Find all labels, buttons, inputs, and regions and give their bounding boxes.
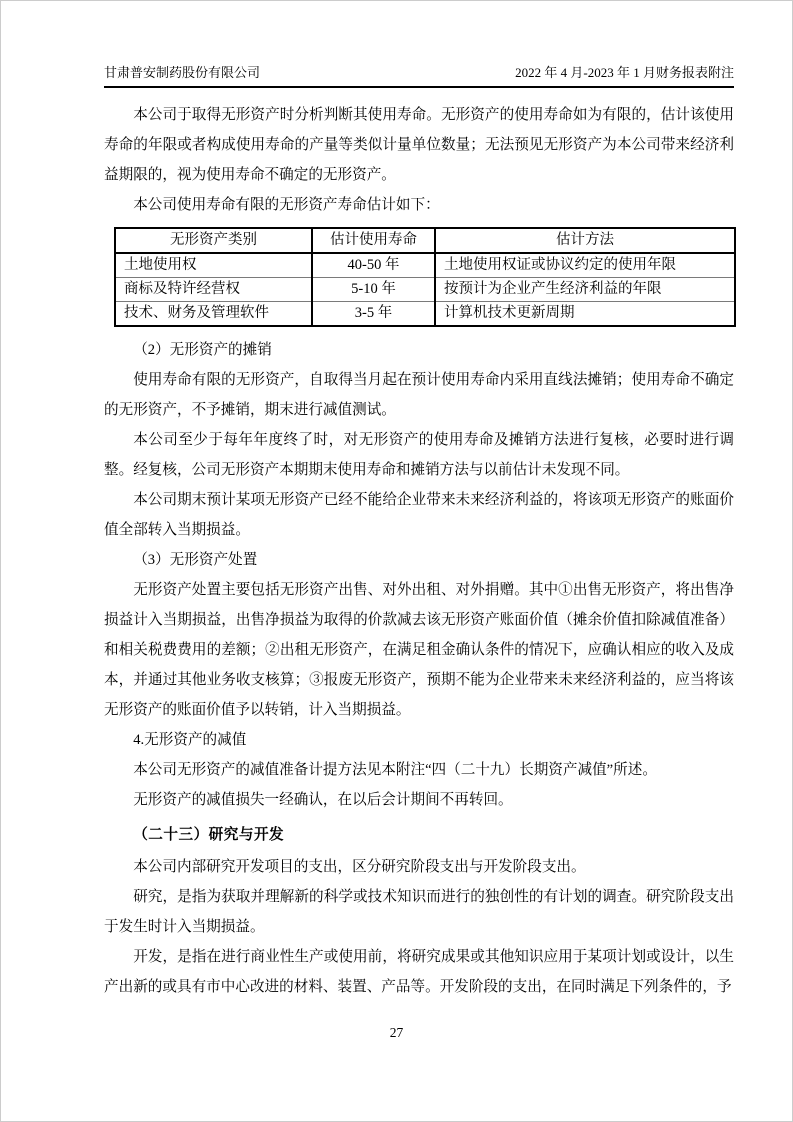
paragraph-impairment-no-reversal: 无形资产的减值损失一经确认，在以后会计期间不再转回。 <box>133 792 513 808</box>
cell-category: 土地使用权 <box>115 253 312 278</box>
paragraph-research-definition: 研究，是指为获取并理解新的科学或技术知识而进行的独创性的有计划的调查。研究阶段支出于发生时计入当期损益。 <box>104 889 734 935</box>
cell-life: 40-50 年 <box>312 253 435 278</box>
section-heading-research-development: （二十三）研究与开发 <box>133 827 285 843</box>
document-body <box>104 100 734 1002</box>
cell-category: 商标及特许经营权 <box>115 278 312 302</box>
table-header-estimate-method: 估计方法 <box>435 228 735 253</box>
cell-category: 技术、财务及管理软件 <box>115 302 312 327</box>
paragraph-rd-expenditure-split: 本公司内部研究开发项目的支出，区分研究阶段支出与开发阶段支出。 <box>133 859 586 875</box>
table-row <box>115 302 735 327</box>
cell-life: 5-10 年 <box>312 278 435 302</box>
report-title: 2022 年 4 月-2023 年 1 月财务报表附注 <box>515 65 734 80</box>
cell-method: 按预计为企业产生经济利益的年限 <box>435 278 735 302</box>
page-number: 27 <box>389 1025 404 1040</box>
cell-method: 计算机技术更新周期 <box>435 302 735 327</box>
cell-life: 3-5 年 <box>312 302 435 327</box>
paragraph-carrying-amount-transfer: 本公司期末预计某项无形资产已经不能给企业带来未来经济利益的，将该项无形资产的账面价值全部转入当期损益。 <box>104 492 734 538</box>
table-row <box>115 253 735 278</box>
subheading-impairment: 4.无形资产的减值 <box>133 732 247 748</box>
table-header-row <box>115 228 735 253</box>
paragraph-life-estimate-intro: 本公司使用寿命有限的无形资产寿命估计如下： <box>133 197 440 213</box>
subheading-amortization: （2）无形资产的摊销 <box>133 342 272 358</box>
intangible-assets-life-table <box>114 227 736 327</box>
paragraph-impairment-method: 本公司无形资产的减值准备计提方法见本附注“四（二十九）长期资产减值”所述。 <box>133 762 657 778</box>
paragraph-development-definition: 开发，是指在进行商业性生产或使用前，将研究成果或其他知识应用于某项计划或设计，以生产出新的或具有市中心改进的材料、装置、产品等。开发阶段的支出，在同时满足下列条件的，予 <box>104 949 734 995</box>
company-name: 甘肃普安制药股份有限公司 <box>104 65 261 80</box>
subheading-disposal: （3）无形资产处置 <box>133 552 258 568</box>
cell-method: 土地使用权证或协议约定的使用年限 <box>435 253 735 278</box>
paragraph-useful-life-judgement: 本公司于取得无形资产时分析判断其使用寿命。无形资产的使用寿命如为有限的，估计该使用寿命的年限或者构成使用寿命的产量等类似计量单位数量；无法预见无形资产为本公司带来经济利益期限的，视为使用寿命不确定的无形资产。 <box>104 107 734 183</box>
table-row <box>115 278 735 302</box>
paragraph-annual-review: 本公司至少于每年年度终了时，对无形资产的使用寿命及摊销方法进行复核，必要时进行调整。经复核，公司无形资产本期期末使用寿命和摊销方法与以前估计未发现不同。 <box>104 432 734 478</box>
paragraph-disposal-detail: 无形资产处置主要包括无形资产出售、对外出租、对外捐赠。其中①出售无形资产，将出售净损益计入当期损益，出售净损益为取得的价款减去该无形资产账面价值（摊余价值扣除减值准备）和相关税费费用的差额；②出租无形资产，在满足租金确认条件的情况下，应确认相应的收入及成本，并通过其他业务收支核算；③报废无形资产，预期不能为企业带来未来经济利益的，应当将该无形资产的账面价值予以转销，计入当期损益。 <box>104 582 734 718</box>
table-header-estimated-life: 估计使用寿命 <box>312 228 435 253</box>
document-header <box>104 65 734 88</box>
paragraph-amortization-method: 使用寿命有限的无形资产，自取得当月起在预计使用寿命内采用直线法摊销；使用寿命不确定的无形资产，不予摊销，期末进行减值测试。 <box>104 372 734 418</box>
table-header-category: 无形资产类别 <box>115 228 312 253</box>
